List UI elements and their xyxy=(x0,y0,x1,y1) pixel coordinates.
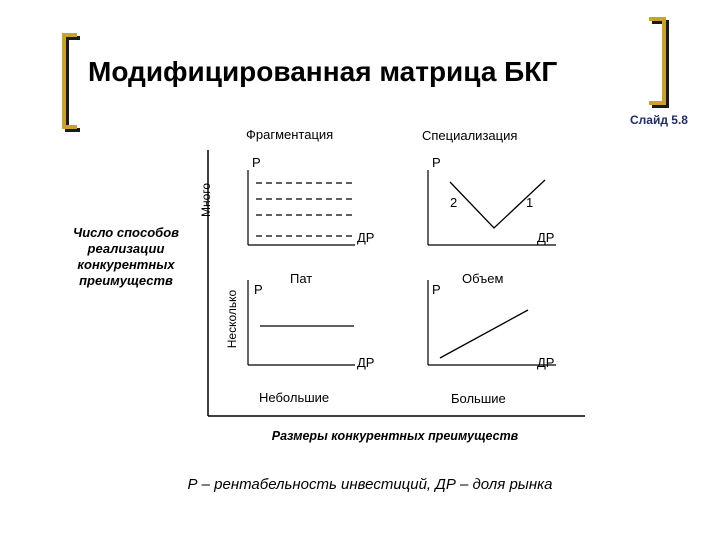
spec-curve-label-2: 2 xyxy=(450,195,458,210)
volume-x-label: ДР xyxy=(537,355,555,370)
spec-curve-label-1: 1 xyxy=(526,195,534,210)
row-header-several: Несколько xyxy=(225,289,239,349)
x-category-large: Большие xyxy=(451,391,506,406)
quadrant-stalemate-graph xyxy=(248,280,355,365)
frag-y-label: Р xyxy=(252,155,261,170)
slide-number: Слайд 5.8 xyxy=(630,113,688,127)
volume-title: Объем xyxy=(462,271,504,286)
y-axis-title: Число способов реализации конкурентных преимуществ xyxy=(73,225,179,288)
stalemate-y-label: Р xyxy=(254,282,263,297)
spec-x-label: ДР xyxy=(537,230,555,245)
stalemate-title: Пат xyxy=(290,271,313,286)
volume-y-label: Р xyxy=(432,282,441,297)
stalemate-x-label: ДР xyxy=(357,355,375,370)
row-header-many: Много xyxy=(199,182,213,218)
x-axis-title: Размеры конкурентных преимуществ xyxy=(271,429,519,443)
column-header-specialization: Специализация xyxy=(422,128,518,143)
page-title: Модифицированная матрица БКГ xyxy=(88,56,558,87)
x-category-small: Небольшие xyxy=(259,390,330,405)
rising-line xyxy=(440,310,528,358)
quadrant-volume-graph xyxy=(428,280,556,365)
column-header-fragmentation: Фрагментация xyxy=(246,127,334,142)
legend-text: Р – рентабельность инвестиций, ДР – доля рынка xyxy=(187,476,553,493)
frag-x-label: ДР xyxy=(357,230,375,245)
quadrant-fragmentation-graph xyxy=(248,170,355,245)
right-bracket xyxy=(649,19,667,106)
left-bracket xyxy=(64,35,80,130)
spec-y-label: Р xyxy=(432,155,441,170)
